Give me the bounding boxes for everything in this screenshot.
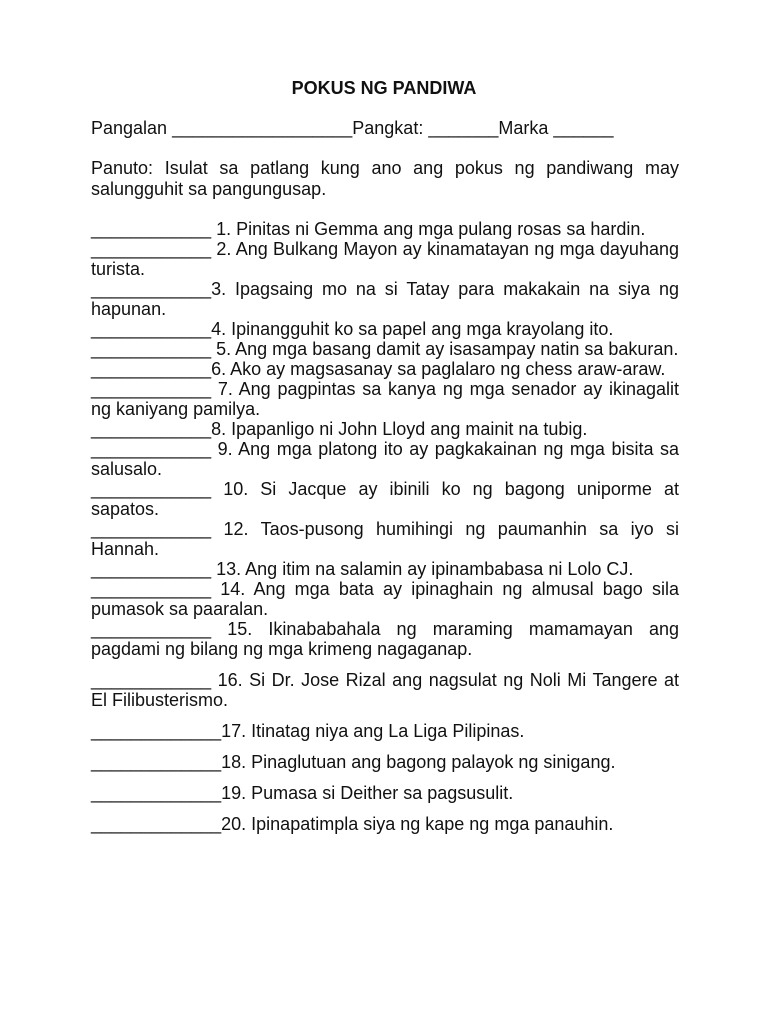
question-item-12: ____________ 12. Taos-pusong humihingi ng paumanhin sa iyo si Hannah.	[91, 519, 679, 559]
student-info-line: Pangalan __________________Pangkat: _______Marka ______	[91, 118, 614, 138]
question-item-15: ____________ 15. Ikinababahala ng maraming mamamayan ang pagdami ng bilang ng mga krimeng nagaganap.	[91, 619, 679, 659]
question-item-16: ____________ 16. Si Dr. Jose Rizal ang nagsulat ng Noli Mi Tangere at El Filibusterismo.	[91, 670, 679, 710]
question-item-7: ____________ 7. Ang pagpintas sa kanya ng mga senador ay ikinagalit ng kaniyang pamilya.	[91, 379, 679, 419]
question-item-4: ____________4. Ipinangguhit ko sa papel ang mga krayolang ito.	[91, 319, 614, 339]
question-item-20: _____________20. Ipinapatimpla siya ng kape ng mga panauhin.	[91, 814, 614, 834]
question-item-1: ____________ 1. Pinitas ni Gemma ang mga pulang rosas sa hardin.	[91, 219, 646, 239]
question-item-2: ____________ 2. Ang Bulkang Mayon ay kinamatayan ng mga dayuhang turista.	[91, 239, 679, 279]
worksheet-title: POKUS NG PANDIWA	[291, 78, 477, 98]
question-item-13: ____________ 13. Ang itim na salamin ay ipinambabasa ni Lolo CJ.	[91, 559, 634, 579]
question-item-9: ____________ 9. Ang mga platong ito ay pagkakainan ng mga bisita sa salusalo.	[91, 439, 679, 479]
question-item-19: _____________19. Pumasa si Deither sa pagsusulit.	[91, 783, 514, 803]
instructions: Panuto: Isulat sa patlang kung ano ang pokus ng pandiwang may salungguhit sa pangungusap.	[91, 158, 679, 199]
question-item-3: ____________3. Ipagsaing mo na si Tatay para makakain na siya ng hapunan.	[91, 279, 679, 319]
question-item-6: ____________6. Ako ay magsasanay sa paglalaro ng chess araw-araw.	[91, 359, 666, 379]
question-item-17: _____________17. Itinatag niya ang La Liga Pilipinas.	[91, 721, 525, 741]
question-list	[91, 219, 679, 834]
question-item-14: ____________ 14. Ang mga bata ay ipinaghain ng almusal bago sila pumasok sa paaralan.	[91, 579, 679, 619]
question-item-18: _____________18. Pinaglutuan ang bagong palayok ng sinigang.	[91, 752, 616, 772]
question-item-8: ____________8. Ipapanligo ni John Lloyd ang mainit na tubig.	[91, 419, 588, 439]
question-item-5: ____________ 5. Ang mga basang damit ay isasampay natin sa bakuran.	[91, 339, 679, 359]
question-item-10: ____________ 10. Si Jacque ay ibinili ko ng bagong uniporme at sapatos.	[91, 479, 679, 519]
